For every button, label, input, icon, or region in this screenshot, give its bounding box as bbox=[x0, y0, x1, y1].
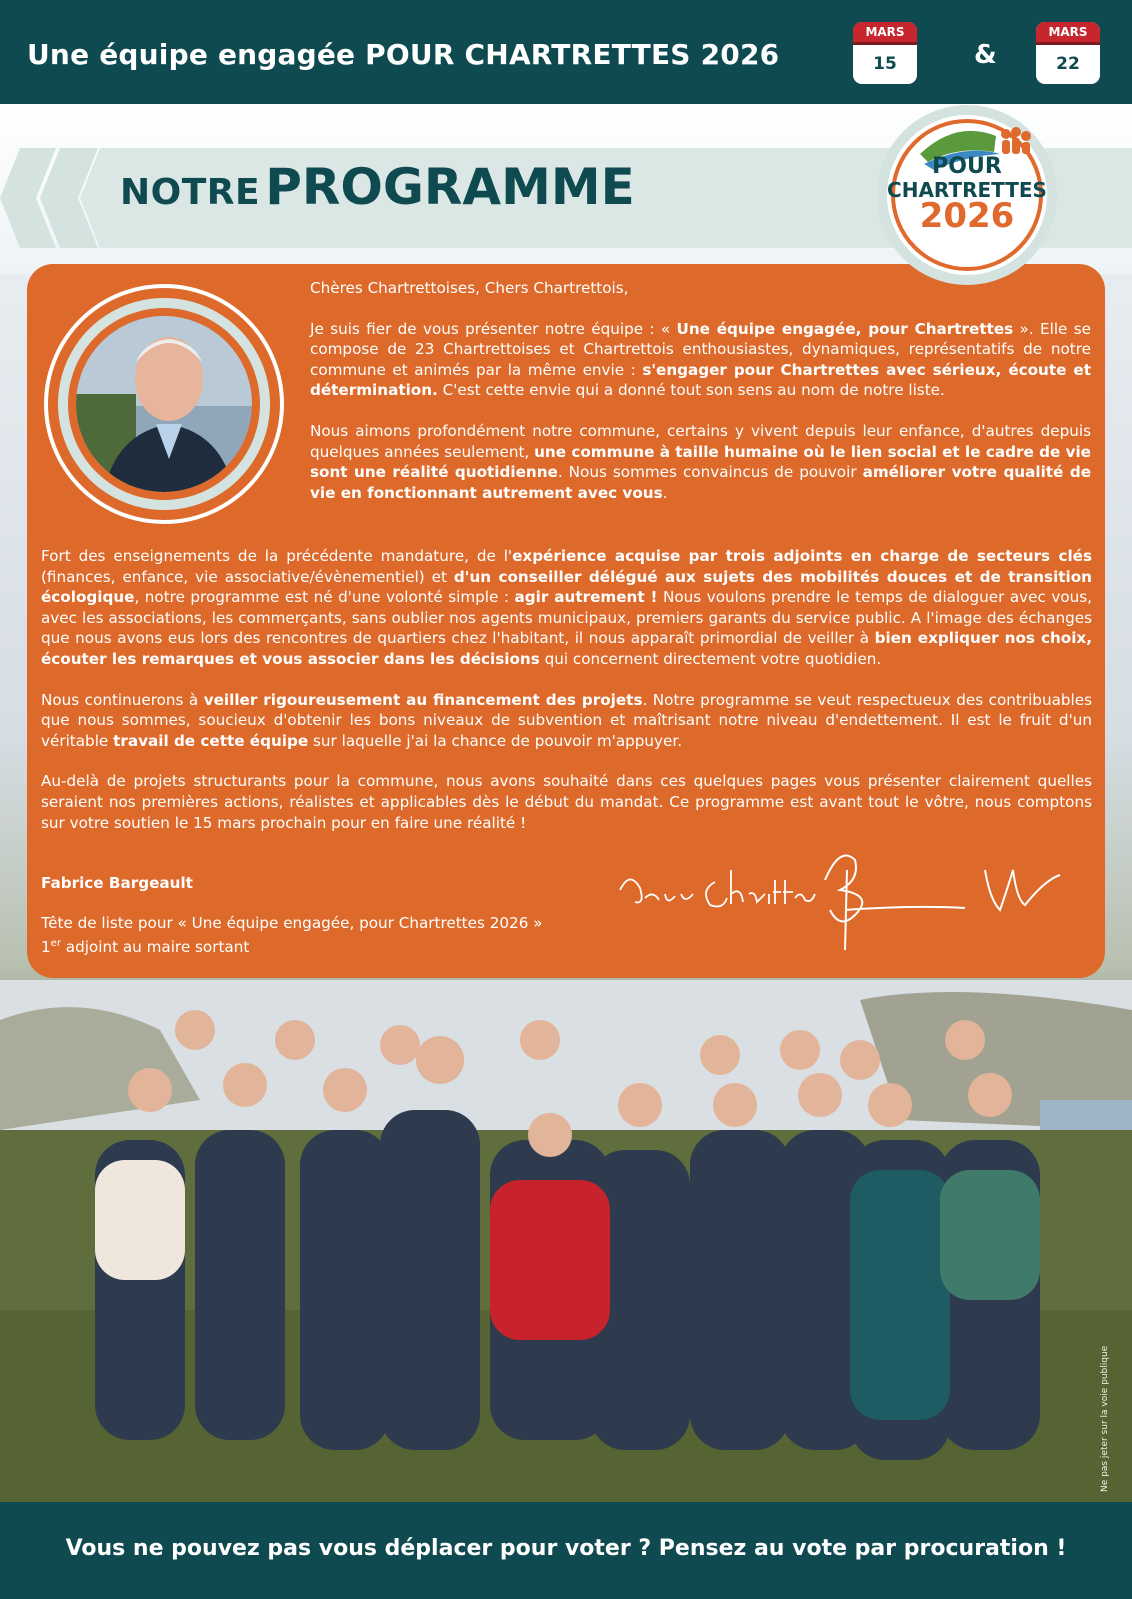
letter-paragraph-5: Au-delà de projets structurants pour la commune, nous avons souhaité dans ces quelques pages vous présenter clairement quelles seraient nos premières actions, réalistes et applicables dès le début du mandat. Ce programme est avant tout le vôtre, nous comptons sur votre soutien le 15 mars prochain pour en faire une réalité ! bbox=[41, 772, 1092, 832]
header-title: Une équipe engagée POUR CHARTRETTES 2026 bbox=[27, 38, 780, 71]
ampersand: & bbox=[974, 40, 997, 70]
letter-paragraph-2: Nous aimons profondément notre commune, certains y vivent depuis leur enfance, d'autres depuis quelques années seulement, une commune à taille humaine où le lien social et le cadre de vie sont une réalité quotidienne. Nous sommes convaincus de pouvoir améliorer votre qualité de vie en fonctionnant autrement avec vous. bbox=[310, 421, 1091, 502]
litter-notice: Ne pas jeter sur la voie publique bbox=[1100, 1345, 1110, 1492]
signer-name: Fabrice Bargeault bbox=[41, 874, 193, 892]
candidate-portrait bbox=[44, 284, 284, 524]
letter-greeting: Chères Chartrettoises, Chers Chartrettois, bbox=[310, 279, 629, 297]
logo-pour: POUR bbox=[932, 154, 1002, 179]
section-title-part2: PROGRAMME bbox=[265, 158, 635, 216]
logo-name: CHARTRETTES bbox=[887, 178, 1047, 202]
letter-body bbox=[41, 546, 1092, 833]
section-title bbox=[120, 158, 635, 216]
footer-message: Vous ne pouvez pas vous déplacer pour voter ? Pensez au vote par procuration ! bbox=[65, 1536, 1067, 1561]
handwritten-signature bbox=[615, 850, 1075, 964]
letter-paragraph-4: Nous continuerons à veiller rigoureusement au financement des projets. Notre programme se veut respectueux des contribuables que nous sommes, soucieux d'obtenir les bons niveaux de subvention et maîtrisant notre niveau d'endettement. Il est le fruit d'un véritable travail de cette équipe sur laquelle j'ai la chance de pouvoir m'appuyer. bbox=[41, 690, 1092, 750]
signer-role: Tête de liste pour « Une équipe engagée, pour Chartrettes 2026 » 1er adjoint au maire sortant bbox=[41, 914, 543, 956]
section-title-part1: NOTRE bbox=[120, 172, 261, 213]
letter-paragraph-3: Fort des enseignements de la précédente mandature, de l'expérience acquise par trois adjoints en charge de secteurs clés (finances, enfance, vie associative/évènementiel) et d'un conseiller délégué aux sujets des mobilités douces et de transition écologique, notre programme est né d'une volonté simple : agir autrement ! Nous voulons prendre le temps de dialoguer avec vous, avec les associations, les commerçants, sans oublier nos agents municipaux, premiers garants du service public. A l'image des échanges que nous avons eus lors des rencontres de quartiers chez l'habitant, il nous apparaît primordial de veiller à bien expliquer nos choix, écouter les remarques et vous associer dans les décisions qui concernent directement votre quotidien. bbox=[41, 547, 1092, 668]
calendar-month-2: MARS bbox=[1036, 22, 1100, 45]
calendar-day-2: 22 bbox=[1056, 54, 1080, 74]
campaign-logo bbox=[876, 104, 1058, 286]
header-banner bbox=[0, 0, 1132, 104]
team-photo bbox=[0, 980, 1132, 1502]
footer-banner bbox=[0, 1502, 1132, 1599]
portrait-image bbox=[44, 284, 284, 524]
calendar-day-1: 15 bbox=[873, 54, 897, 74]
letter-paragraph-1: Je suis fier de vous présenter notre équipe : « Une équipe engagée, pour Chartrettes ». Elle se compose de 23 Chartrettoises et Chartrettois enthousiastes, dynamiques, représentatifs de notre commune et animés par la même envie : s'engager pour Chartrettes avec sérieux, écoute et détermination. C'est cette envie qui a donné tout son sens au nom de notre liste. bbox=[310, 319, 1091, 400]
letter-intro bbox=[310, 278, 1091, 503]
calendar-date-1 bbox=[853, 22, 917, 84]
logo-year: 2026 bbox=[919, 196, 1015, 236]
calendar-date-2 bbox=[1036, 22, 1100, 84]
calendar-month-1: MARS bbox=[853, 22, 917, 45]
